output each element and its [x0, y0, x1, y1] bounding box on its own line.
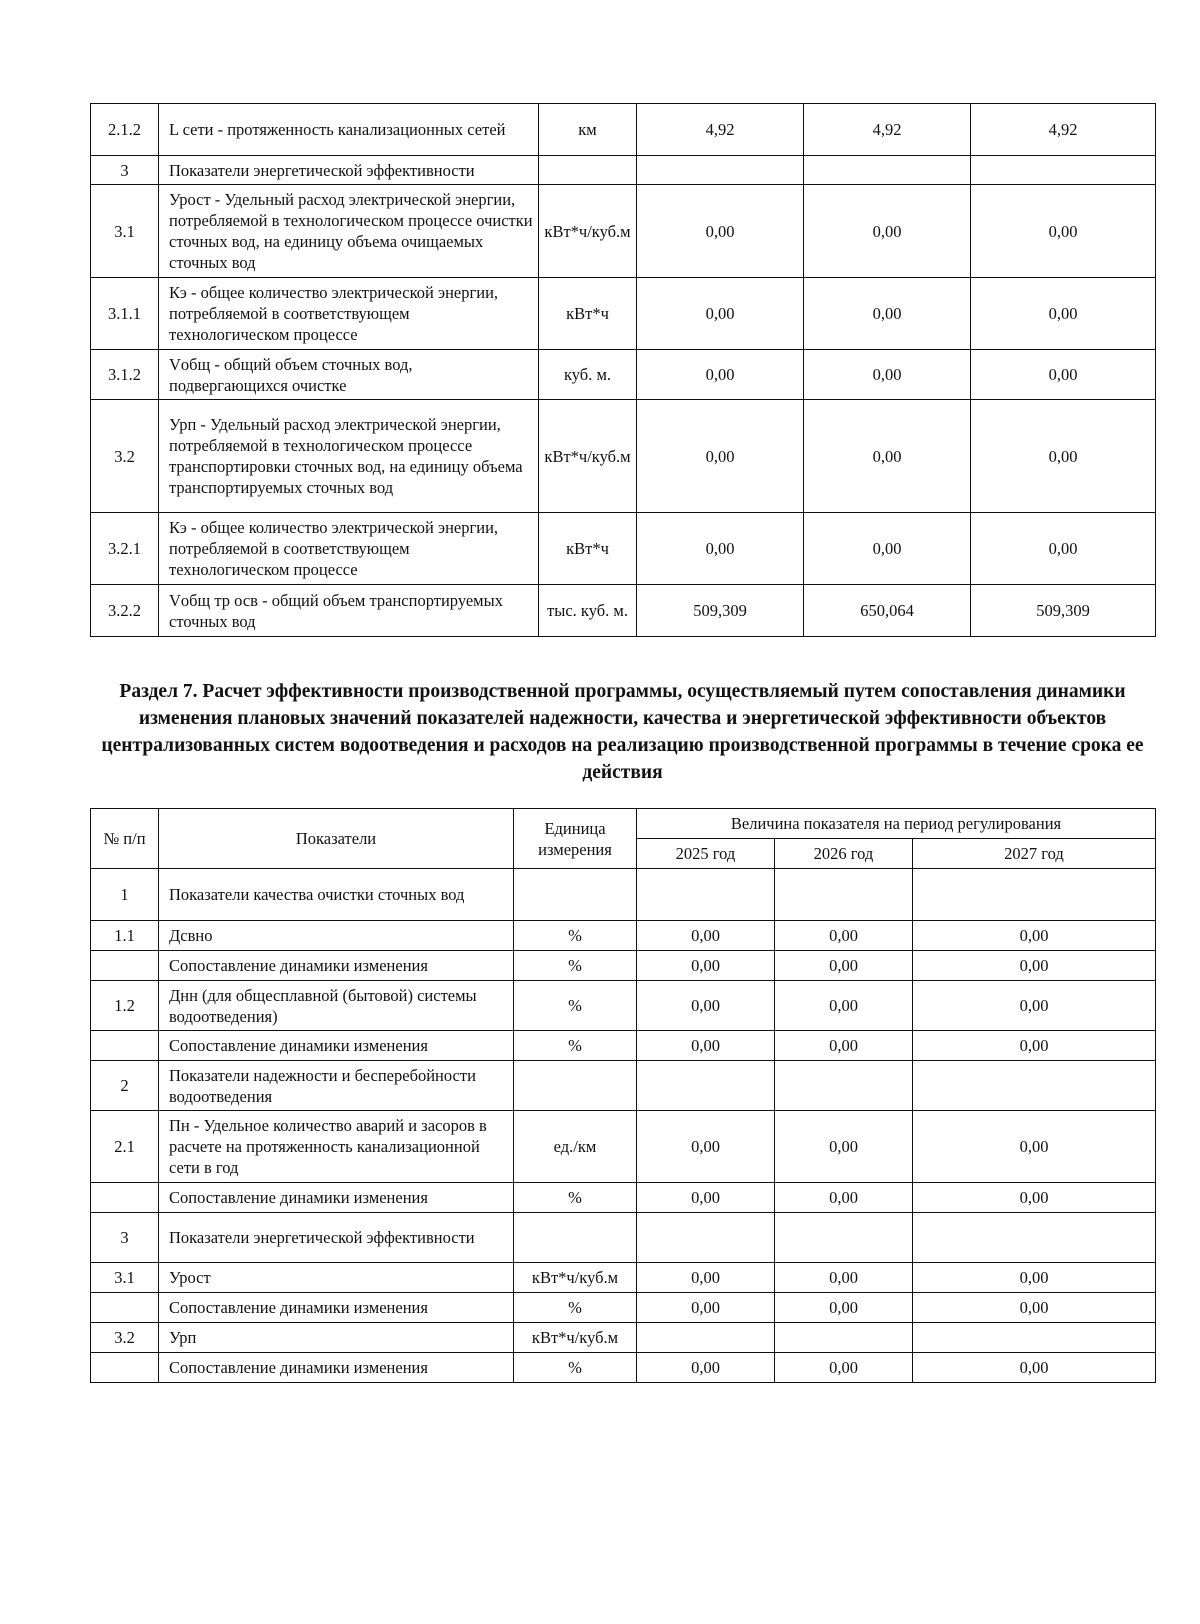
- header-year-2025: 2025 год: [637, 839, 775, 869]
- row-value-2026: 0,00: [804, 185, 971, 278]
- row-number: [91, 1031, 159, 1061]
- table-row: [91, 185, 1156, 278]
- row-indicator: Vобщ тр осв - общий объем транспортируемых сточных вод: [159, 585, 539, 637]
- table-row: [91, 1031, 1156, 1061]
- row-number: [91, 1293, 159, 1323]
- row-value-2025: 0,00: [637, 278, 804, 350]
- row-value-2026: 0,00: [775, 951, 913, 981]
- row-unit: %: [514, 1293, 637, 1323]
- row-value-2027: [913, 1061, 1156, 1111]
- row-unit: км: [539, 104, 637, 156]
- row-indicator: Дсвно: [159, 921, 514, 951]
- row-value-2025: [637, 1213, 775, 1263]
- row-unit: кВт*ч/куб.м: [514, 1323, 637, 1353]
- row-value-2027: 0,00: [913, 1293, 1156, 1323]
- row-number: 1: [91, 869, 159, 921]
- row-value-2026: 0,00: [804, 513, 971, 585]
- table-row: [91, 400, 1156, 513]
- row-value-2027: 0,00: [913, 1263, 1156, 1293]
- row-value-2026: [775, 1213, 913, 1263]
- row-number: 3.1: [91, 185, 159, 278]
- table-row: [91, 1183, 1156, 1213]
- table-row: [91, 1111, 1156, 1183]
- row-value-2025: 0,00: [637, 951, 775, 981]
- indicators-table-continued: [90, 103, 1156, 637]
- row-value-2025: [637, 1323, 775, 1353]
- row-indicator: Сопоставление динамики изменения: [159, 1293, 514, 1323]
- row-unit: %: [514, 921, 637, 951]
- header-period: Величина показателя на период регулирования: [637, 809, 1156, 839]
- row-number: 3.2: [91, 400, 159, 513]
- row-unit: кВт*ч: [539, 278, 637, 350]
- row-value-2026: [804, 156, 971, 185]
- row-value-2025: 0,00: [637, 921, 775, 951]
- row-number: 2.1: [91, 1111, 159, 1183]
- row-value-2027: 0,00: [971, 513, 1156, 585]
- row-value-2027: 0,00: [913, 1353, 1156, 1383]
- header-year-2026: 2026 год: [775, 839, 913, 869]
- row-value-2026: 0,00: [775, 1031, 913, 1061]
- table-row: [91, 1213, 1156, 1263]
- table-row: [91, 1323, 1156, 1353]
- section-7-title: Раздел 7. Расчет эффективности производственной программы, осуществляемый путем сопоставления динамики изменения плановых значений показателей надежности, качества и энергетической эффективности объектов централизованных систем водоотведения и расходов на реализацию производственной программы в течение срока ее действия: [101, 681, 1144, 783]
- row-number: 3: [91, 156, 159, 185]
- row-value-2027: [913, 1323, 1156, 1353]
- row-value-2026: 0,00: [804, 278, 971, 350]
- row-value-2026: 0,00: [775, 1111, 913, 1183]
- row-value-2026: 0,00: [775, 1263, 913, 1293]
- row-number: 2.1.2: [91, 104, 159, 156]
- row-indicator: Сопоставление динамики изменения: [159, 1353, 514, 1383]
- row-number: 3.2: [91, 1323, 159, 1353]
- row-value-2025: 0,00: [637, 1293, 775, 1323]
- row-unit: куб. м.: [539, 350, 637, 400]
- row-number: 3.2.1: [91, 513, 159, 585]
- row-value-2026: [775, 1323, 913, 1353]
- row-value-2027: [913, 1213, 1156, 1263]
- row-value-2025: 0,00: [637, 185, 804, 278]
- row-indicator: Показатели энергетической эффективности: [159, 156, 539, 185]
- table-row: [91, 981, 1156, 1031]
- row-indicator: Кэ - общее количество электрической энергии, потребляемой в соответствующем технологическом процессе: [159, 513, 539, 585]
- row-indicator: Днн (для общесплавной (бытовой) системы водоотведения): [159, 981, 514, 1031]
- row-value-2027: [913, 869, 1156, 921]
- row-indicator: Сопоставление динамики изменения: [159, 1031, 514, 1061]
- row-number: 2: [91, 1061, 159, 1111]
- row-value-2027: 0,00: [971, 350, 1156, 400]
- row-value-2026: 0,00: [775, 981, 913, 1031]
- table-row: [91, 156, 1156, 185]
- row-value-2026: 0,00: [775, 921, 913, 951]
- row-value-2026: 0,00: [775, 1353, 913, 1383]
- row-indicator: Урп: [159, 1323, 514, 1353]
- row-number: [91, 1183, 159, 1213]
- row-unit: [514, 1213, 637, 1263]
- row-value-2025: 509,309: [637, 585, 804, 637]
- table-row: [91, 350, 1156, 400]
- row-unit: [514, 1061, 637, 1111]
- row-value-2027: 0,00: [913, 1183, 1156, 1213]
- row-value-2026: 0,00: [775, 1183, 913, 1213]
- header-num: № п/п: [91, 809, 159, 869]
- header-indicators: Показатели: [159, 809, 514, 869]
- row-number: 3.1.2: [91, 350, 159, 400]
- row-unit: кВт*ч: [539, 513, 637, 585]
- table-row: [91, 1353, 1156, 1383]
- row-value-2026: [775, 869, 913, 921]
- row-value-2027: 0,00: [913, 1111, 1156, 1183]
- row-value-2027: [971, 156, 1156, 185]
- efficiency-table: [90, 808, 1156, 1383]
- row-unit: %: [514, 981, 637, 1031]
- row-unit: %: [514, 1183, 637, 1213]
- row-value-2027: 0,00: [913, 921, 1156, 951]
- table-row: [91, 1061, 1156, 1111]
- row-number: 1.2: [91, 981, 159, 1031]
- table-row: [91, 951, 1156, 981]
- row-value-2025: 0,00: [637, 1263, 775, 1293]
- row-indicator: Урп - Удельный расход электрической энергии, потребляемой в технологическом процессе транспортировки сточных вод, на единицу объема транспортируемых сточных вод: [159, 400, 539, 513]
- row-unit: кВт*ч/куб.м: [514, 1263, 637, 1293]
- row-value-2025: 0,00: [637, 1183, 775, 1213]
- row-number: 1.1: [91, 921, 159, 951]
- row-value-2025: 0,00: [637, 981, 775, 1031]
- row-value-2025: [637, 869, 775, 921]
- row-value-2027: 0,00: [971, 278, 1156, 350]
- row-unit: %: [514, 1031, 637, 1061]
- row-number: 3: [91, 1213, 159, 1263]
- row-indicator: Кэ - общее количество электрической энергии, потребляемой в соответствующем технологическом процессе: [159, 278, 539, 350]
- row-value-2026: 0,00: [804, 350, 971, 400]
- row-number: 3.2.2: [91, 585, 159, 637]
- row-indicator: L сети - протяженность канализационных сетей: [159, 104, 539, 156]
- row-number: [91, 951, 159, 981]
- row-indicator: Урост: [159, 1263, 514, 1293]
- row-value-2025: [637, 156, 804, 185]
- row-value-2025: 0,00: [637, 513, 804, 585]
- row-value-2025: 0,00: [637, 400, 804, 513]
- row-value-2026: 0,00: [775, 1293, 913, 1323]
- row-number: 3.1: [91, 1263, 159, 1293]
- row-unit: тыс. куб. м.: [539, 585, 637, 637]
- row-value-2025: [637, 1061, 775, 1111]
- row-indicator: Сопоставление динамики изменения: [159, 951, 514, 981]
- row-value-2025: 0,00: [637, 1111, 775, 1183]
- row-value-2027: 0,00: [913, 951, 1156, 981]
- header-year-2027: 2027 год: [913, 839, 1156, 869]
- row-value-2026: [775, 1061, 913, 1111]
- row-unit: ед./км: [514, 1111, 637, 1183]
- row-indicator: Vобщ - общий объем сточных вод, подвергающихся очистке: [159, 350, 539, 400]
- row-indicator: Показатели надежности и бесперебойности водоотведения: [159, 1061, 514, 1111]
- row-value-2026: 0,00: [804, 400, 971, 513]
- table-row: [91, 104, 1156, 156]
- row-indicator: Пн - Удельное количество аварий и засоров в расчете на протяженность канализационной сети в год: [159, 1111, 514, 1183]
- row-unit: кВт*ч/куб.м: [539, 185, 637, 278]
- row-value-2026: 4,92: [804, 104, 971, 156]
- row-unit: %: [514, 1353, 637, 1383]
- row-indicator: Сопоставление динамики изменения: [159, 1183, 514, 1213]
- row-value-2025: 0,00: [637, 1353, 775, 1383]
- row-indicator: Показатели энергетической эффективности: [159, 1213, 514, 1263]
- row-value-2027: 0,00: [913, 1031, 1156, 1061]
- row-value-2027: 0,00: [971, 185, 1156, 278]
- table-row: [91, 1263, 1156, 1293]
- row-indicator: Показатели качества очистки сточных вод: [159, 869, 514, 921]
- row-number: 3.1.1: [91, 278, 159, 350]
- row-value-2026: 650,064: [804, 585, 971, 637]
- row-indicator: Урост - Удельный расход электрической энергии, потребляемой в технологическом процессе очистки сточных вод, на единицу объема очищаемых сточных вод: [159, 185, 539, 278]
- row-value-2025: 0,00: [637, 350, 804, 400]
- header-unit: Единица измерения: [514, 809, 637, 869]
- row-number: [91, 1353, 159, 1383]
- table-row: [91, 278, 1156, 350]
- table-row: [91, 869, 1156, 921]
- row-value-2025: 4,92: [637, 104, 804, 156]
- row-value-2027: 0,00: [913, 981, 1156, 1031]
- table-row: [91, 585, 1156, 637]
- row-value-2025: 0,00: [637, 1031, 775, 1061]
- row-unit: [539, 156, 637, 185]
- row-unit: [514, 869, 637, 921]
- row-unit: %: [514, 951, 637, 981]
- table-row: [91, 1293, 1156, 1323]
- table-row: [91, 921, 1156, 951]
- row-value-2027: 4,92: [971, 104, 1156, 156]
- table-row: [91, 513, 1156, 585]
- row-value-2027: 509,309: [971, 585, 1156, 637]
- row-value-2027: 0,00: [971, 400, 1156, 513]
- row-unit: кВт*ч/куб.м: [539, 400, 637, 513]
